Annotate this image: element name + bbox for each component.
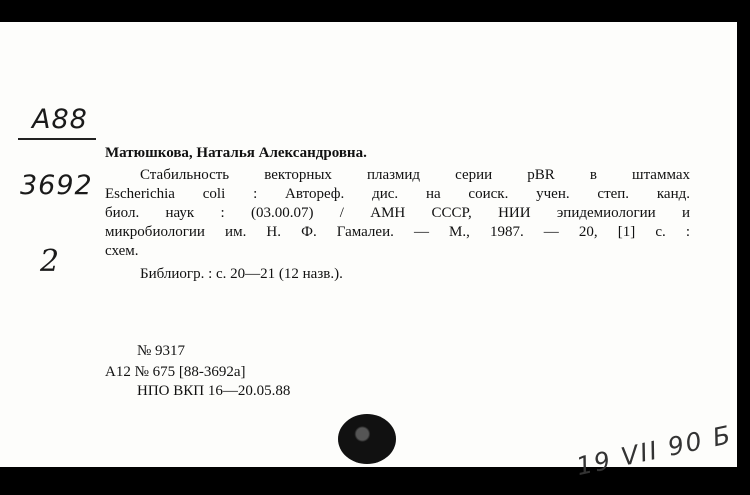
title-line: схем. xyxy=(105,243,139,259)
author-name: Матюшкова, Наталья Александровна. xyxy=(105,145,367,161)
title-line: Escherichia coli : Автореф. дис. на соиск. учен. степ. канд. xyxy=(105,186,690,202)
title-line: Стабильность векторных плазмид серии pBR в штаммах xyxy=(140,167,690,183)
inventory-number: А12 № 675 [88-3692а] xyxy=(105,364,246,380)
title-line: микробиологии им. Н. Ф. Гамалеи. — М., 1987. — 20, [1] с. : xyxy=(105,224,690,240)
title-line: биол. наук : (03.00.07) / АМН СССР, НИИ эпидемиологии и xyxy=(105,205,690,221)
call-number-divider xyxy=(18,138,96,140)
ink-blot xyxy=(338,414,396,464)
handwritten-mark: 2 xyxy=(40,244,60,279)
handwritten-date: 19 VII 90 Б xyxy=(573,419,735,482)
bibliography-note: Библиогр. : с. 20—21 (12 назв.). xyxy=(140,266,343,282)
call-number-top: А88 xyxy=(32,104,88,135)
record-number: № 9317 xyxy=(137,343,186,359)
publisher-line: НПО ВКП 16—20.05.88 xyxy=(137,383,291,399)
call-number-bottom: 3692 xyxy=(20,170,93,201)
catalog-card xyxy=(0,22,737,482)
